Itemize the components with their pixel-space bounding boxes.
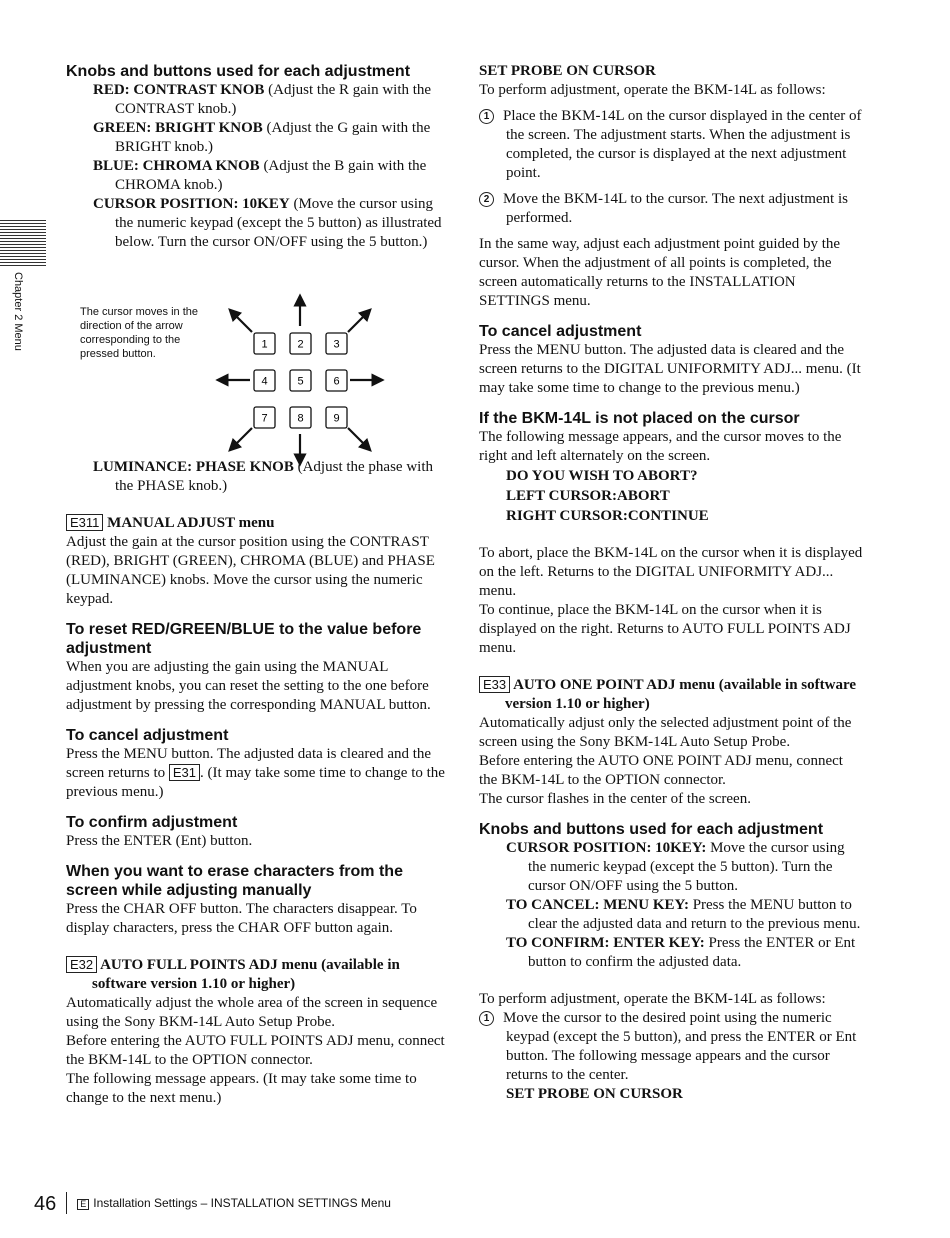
keypad-diagram bbox=[210, 290, 400, 470]
keypad-key-label: 2 bbox=[297, 338, 304, 351]
step-number-icon: 2 bbox=[479, 192, 494, 207]
intro-text: To perform adjustment, operate the BKM-14L as follows: bbox=[479, 82, 826, 98]
intro-text: To perform adjustment, operate the BKM-14L as follows: bbox=[479, 991, 826, 1007]
e32-body-line: The following message appears. (It may take some time to change to the next menu.) bbox=[66, 1071, 417, 1106]
cancel-body: Press the MENU button. The adjusted data is cleared and the screen returns to the DIGITAL UNIFORMITY ADJ... menu. (It may take some time to change to the previous menu.) bbox=[479, 342, 861, 396]
keypad-key-label: 8 bbox=[297, 412, 304, 425]
menu-code-badge: E311 bbox=[66, 514, 103, 531]
set-probe-message: SET PROBE ON CURSOR bbox=[506, 1086, 683, 1102]
keypad-key-label: 7 bbox=[261, 412, 268, 425]
e33-body-line: Before entering the AUTO ONE POINT ADJ menu, connect the BKM-14L to the OPTION connector. bbox=[479, 753, 843, 788]
arrow-down-right-icon bbox=[348, 428, 370, 450]
figure-caption: The cursor moves in the direction of the arrow corresponding to the pressed button. bbox=[80, 306, 198, 360]
page-number: 46 bbox=[34, 1193, 57, 1215]
cancel-body: Press the MENU button. The adjusted data is cleared and the screen returns to E31 . (It may take some time to change to the previous menu.) bbox=[66, 746, 445, 800]
knob-item: CURSOR POSITION: 10KEY (Move the cursor using the numeric keypad (except the 5 button) as illustrated below. Turn the cursor ON/OFF using the 5 button.) bbox=[93, 196, 442, 250]
cancel-heading: To cancel adjustment bbox=[66, 727, 229, 744]
keypad-key-label: 3 bbox=[333, 338, 340, 351]
step-item: 2 Move the BKM-14L to the cursor. The next adjustment is performed. bbox=[479, 190, 865, 228]
page-footer bbox=[34, 1192, 391, 1216]
menu-code-badge: E32 bbox=[66, 956, 97, 973]
abort-message bbox=[479, 466, 865, 526]
step-number-icon: 1 bbox=[479, 1011, 494, 1026]
menu-code-badge: E31 bbox=[169, 764, 200, 781]
footer-divider bbox=[66, 1192, 67, 1214]
chapter-tab bbox=[0, 220, 46, 351]
step-item: 1 Move the cursor to the desired point using the numeric keypad (except the 5 button), and press the ENTER or Ent button. The following message appears and the cursor returns to the center. bbox=[479, 1009, 865, 1085]
confirm-body: Press the ENTER (Ent) button. bbox=[66, 833, 253, 849]
e32-body-line: Automatically adjust the whole area of the screen in sequence using the Sony BKM-14L Auto Setup Probe. bbox=[66, 995, 438, 1030]
e311-body: Adjust the gain at the cursor position using the CONTRAST (RED), BRIGHT (GREEN), CHROMA (BLUE) and PHASE (LUMINANCE) knobs. Move the cursor using the numeric keypad. bbox=[66, 534, 435, 607]
abort-text: To abort, place the BKM-14L on the cursor when it is displayed on the left. Returns to the DIGITAL UNIFORMITY ADJ... menu. bbox=[479, 545, 863, 599]
knob-item: TO CANCEL: MENU KEY: Press the MENU button to clear the adjusted data and return to the previous menu. bbox=[506, 897, 861, 932]
knob-list bbox=[66, 81, 450, 252]
e33-body-line: Automatically adjust only the selected adjustment point of the screen using the Sony BKM-14L Auto Setup Probe. bbox=[479, 715, 852, 750]
reset-heading: To reset RED/GREEN/BLUE to the value before adjustment bbox=[66, 621, 422, 657]
keypad-key-label: 9 bbox=[333, 412, 340, 425]
not-placed-body: The following message appears, and the cursor moves to the right and left alternately on the screen. bbox=[479, 429, 842, 464]
message-line: RIGHT CURSOR:CONTINUE bbox=[506, 508, 709, 524]
e33-title: E33 AUTO ONE POINT ADJ menu (available in software version 1.10 or higher) bbox=[479, 676, 865, 714]
chapter-tab-label: Chapter 2 Menu bbox=[12, 272, 24, 351]
knobs-heading: Knobs and buttons used for each adjustment bbox=[66, 63, 411, 80]
arrow-down-left-icon bbox=[230, 428, 252, 450]
message-line: LEFT CURSOR:ABORT bbox=[506, 488, 670, 504]
language-badge: E bbox=[77, 1199, 89, 1210]
cancel-heading: To cancel adjustment bbox=[479, 323, 642, 340]
e32-title: E32 AUTO FULL POINTS ADJ menu (available in software version 1.10 or higher) bbox=[66, 956, 450, 994]
arrow-up-left-icon bbox=[230, 310, 252, 332]
chapter-tab-stripes bbox=[0, 220, 46, 266]
e311-title: E311 MANUAL ADJUST menu bbox=[66, 514, 450, 533]
set-probe-heading: SET PROBE ON CURSOR bbox=[479, 63, 656, 79]
knob-item: BLUE: CHROMA KNOB (Adjust the B gain with the CHROMA knob.) bbox=[93, 158, 427, 193]
e33-body-line: The cursor flashes in the center of the screen. bbox=[479, 791, 751, 807]
message-line: DO YOU WISH TO ABORT? bbox=[506, 468, 698, 484]
continue-text: To continue, place the BKM-14L on the cursor when it is displayed on the right. Returns to AUTO FULL POINTS ADJ menu. bbox=[479, 602, 851, 656]
not-placed-heading: If the BKM-14L is not placed on the cursor bbox=[479, 410, 800, 427]
keypad-key-label: 4 bbox=[261, 375, 268, 388]
reset-body: When you are adjusting the gain using the MANUAL adjustment knobs, you can reset the setting to the one before adjustment by pressing the corresponding MANUAL button. bbox=[66, 659, 431, 713]
step-number-icon: 1 bbox=[479, 109, 494, 124]
keypad-key-label: 1 bbox=[261, 338, 268, 351]
keypad-key-label: 6 bbox=[333, 375, 340, 388]
erase-heading: When you want to erase characters from the screen while adjusting manually bbox=[66, 863, 403, 899]
knob-item: CURSOR POSITION: 10KEY: Move the cursor using the numeric keypad (except the 5 button). Turn the cursor ON/OFF using the 5 button. bbox=[506, 840, 845, 894]
arrow-up-right-icon bbox=[348, 310, 370, 332]
step-item: 1 Place the BKM-14L on the cursor displayed in the center of the screen. The adjustment starts. When the adjustment is completed, the cursor is displayed at the next adjustment point. bbox=[479, 107, 865, 183]
knob-item: RED: CONTRAST KNOB (Adjust the R gain with the CONTRAST knob.) bbox=[93, 82, 432, 117]
same-way-text: In the same way, adjust each adjustment point guided by the cursor. When the adjustment of all points is completed, the screen automatically returns to the INSTALLATION SETTINGS menu. bbox=[479, 236, 841, 309]
knob-item: TO CONFIRM: ENTER KEY: Press the ENTER or Ent button to confirm the adjusted data. bbox=[506, 935, 856, 970]
knob-item: GREEN: BRIGHT KNOB (Adjust the G gain with the BRIGHT knob.) bbox=[93, 120, 431, 155]
erase-body: Press the CHAR OFF button. The characters disappear. To display characters, press the CHAR OFF button again. bbox=[66, 901, 417, 936]
menu-code-badge: E33 bbox=[479, 676, 510, 693]
keypad-key-label: 5 bbox=[297, 375, 304, 388]
e32-body-line: Before entering the AUTO FULL POINTS ADJ menu, connect the BKM-14L to the OPTION connector. bbox=[66, 1033, 445, 1068]
right-column bbox=[479, 62, 865, 1104]
confirm-heading: To confirm adjustment bbox=[66, 814, 238, 831]
left-column bbox=[66, 62, 450, 1108]
luminance-item: LUMINANCE: PHASE KNOB (Adjust the phase with the PHASE knob.) bbox=[93, 459, 434, 494]
knobs-heading: Knobs and buttons used for each adjustment bbox=[479, 821, 824, 838]
footer-title: E Installation Settings – INSTALLATION SETTINGS Menu bbox=[77, 1196, 391, 1210]
